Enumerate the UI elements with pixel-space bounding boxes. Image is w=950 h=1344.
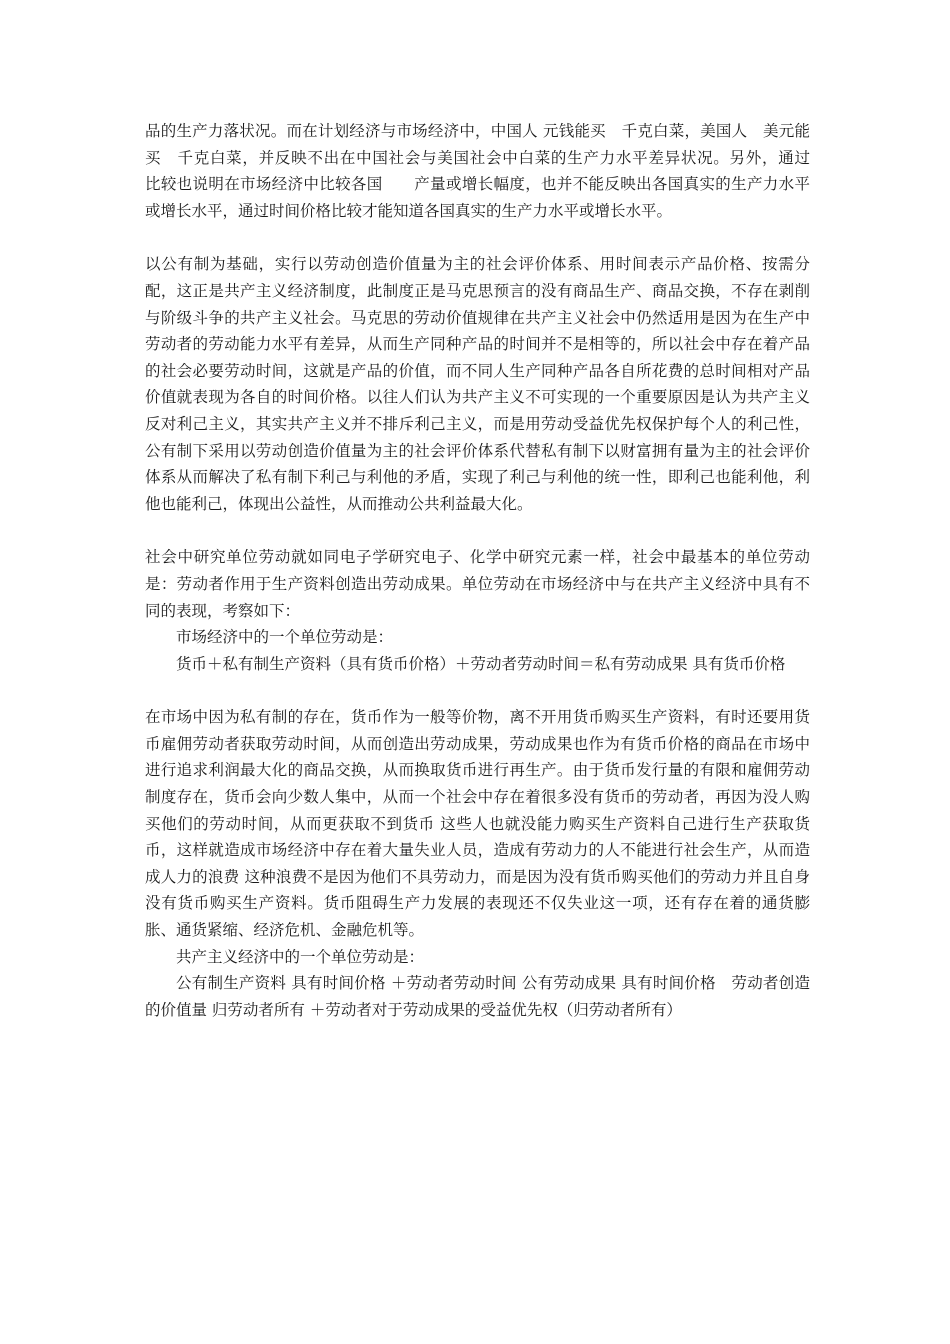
paragraph-communist-system: 以公有制为基础，实行以劳动创造价值量为主的社会评价体系、用时间表示产品价格、按需分配，这正是共产主义经济制度，此制度正是马克思预言的没有商品生产、商品交换，不存在剥削与阶级斗争的共产主义社会。马克思的劳动价值规律在共产主义社会中仍然适用是因为在生产中劳动者的劳动能力水平有差异，从而生产同种产品的时间并不是相等的，所以社会中存在着产品的社会必要劳动时间，这就是产品的价值，而不同人生产同种产品各自所花费的总时间相对产品价值就表现为各自的时间价格。以往人们认为共产主义不可实现的一个重要原因是认为共产主义反对利己主义，其实共产主义并不排斥利己主义，而是用劳动受益优先权保护每个人的利己性，公有制下采用以劳动创造价值量为主的社会评价体系代替私有制下以财富拥有量为主的社会评价体系从而解决了私有制下利己与利他的矛盾，实现了利己与利他的统一性，即利己也能利他，利他也能利己，体现出公益性，从而推动公共利益最大化。 xyxy=(145,255,810,513)
paragraph-spacer xyxy=(145,677,810,704)
communist-unit-labor-formula: 公有制生产资料 具有时间价格 ＋劳动者劳动时间 公有劳动成果 具有时间价格 劳动者创造的价值量 归劳动者所有 ＋劳动者对于劳动成果的受益优先权（归劳动者所有） xyxy=(145,974,810,1019)
market-unit-labor-formula: 货币＋私有制生产资料（具有货币价格）＋劳动者劳动时间＝私有劳动成果 具有货币价格 xyxy=(176,654,786,673)
paragraph-spacer xyxy=(145,517,810,544)
document-page xyxy=(145,118,842,1023)
paragraph-market-analysis: 在市场中因为私有制的存在，货币作为一般等价物，离不开用货币购买生产资料，有时还要用货币雇佣劳动者获取劳动时间，从而创造出劳动成果，劳动成果也作为有货币价格的商品在市场中进行追求利润最大化的商品交换，从而换取货币进行再生产。由于货币发行量的有限和雇佣劳动制度存在，货币会向少数人集中，从而一个社会中存在着很多没有货币的劳动者，再因为没人购买他们的劳动时间，从而更获取不到货币 这些人也就没能力购买生产资料自己进行生产获取货币，这样就造成市场经济中存在着大量失业人员，造成有劳动力的人不能进行社会生产，从而造成人力的浪费 这种浪费不是因为他们不具劳动力，而是因为没有货币购买他们的劳动力并且自身没有货币购买生产资料。货币阻碍生产力发展的表现还不仅失业这一项，还有存在着的通货膨胀、通货紧缩、经济危机、金融危机等。 xyxy=(145,708,810,940)
paragraph-unit-labor-intro: 社会中研究单位劳动就如同电子学研究电子、化学中研究元素一样，社会中最基本的单位劳动是：劳动者作用于生产资料创造出劳动成果。单位劳动在市场经济中与在共产主义经济中具有不同的表现，考察如下： xyxy=(145,548,810,620)
communist-unit-labor-heading: 共产主义经济中的一个单位劳动是： xyxy=(176,947,425,966)
market-unit-labor-heading: 市场经济中的一个单位劳动是： xyxy=(176,628,394,647)
paragraph-spacer xyxy=(145,224,810,251)
paragraph-productivity-comparison: 品的生产力落状况。而在计划经济与市场经济中，中国人 元钱能买 千克白菜，美国人 美元能买 千克白菜，并反映不出在中国社会与美国社会中白菜的生产力水平差异状况。另外，通过 比较也说明在市场经济中比较各国 产量或增长幅度，也并不能反映出各国真实的生产力水平或增长水平，通过时间价格比较才能知道各国真实的生产力水平或增长水平。 xyxy=(145,122,842,220)
